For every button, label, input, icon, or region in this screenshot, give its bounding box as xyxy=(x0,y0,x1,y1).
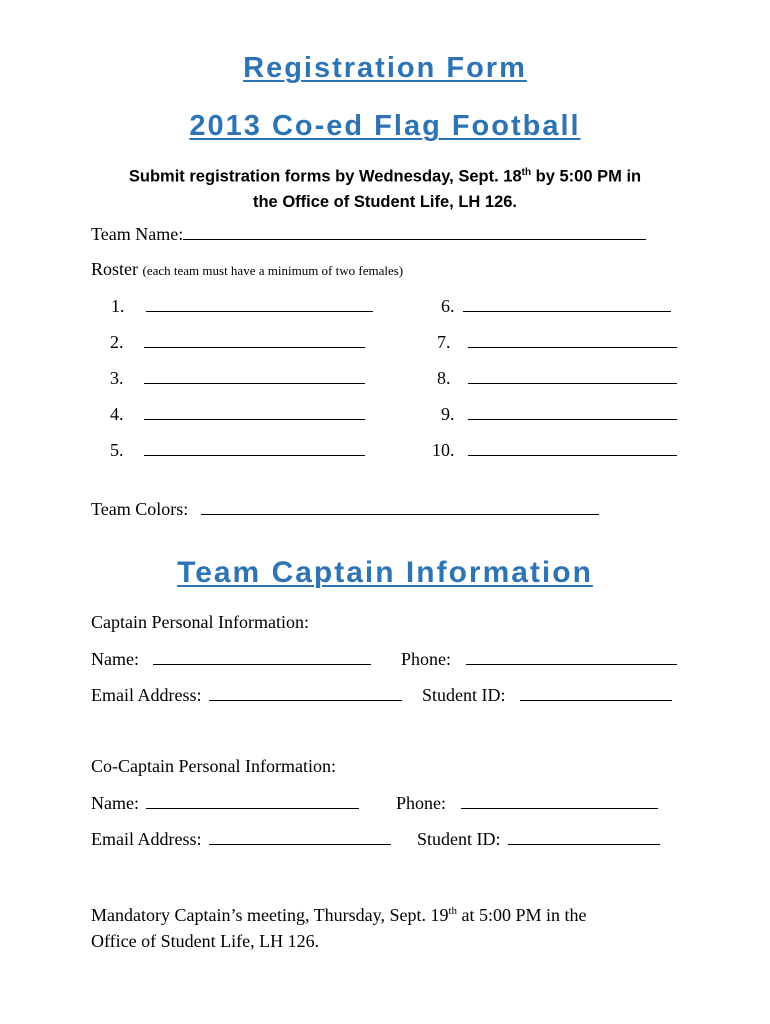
captain-email-row xyxy=(91,684,402,706)
roster-row-2 xyxy=(110,331,365,353)
captain-email-label: Email Address: xyxy=(91,685,202,705)
captain-phone-label: Phone: xyxy=(401,649,452,669)
roster-number: 5. xyxy=(110,440,124,460)
cocaptain-student-id-field[interactable] xyxy=(508,828,660,845)
roster-field-7[interactable] xyxy=(468,331,677,348)
form-title: Registration Form xyxy=(243,52,527,84)
captain-name-row xyxy=(91,648,371,670)
submit-sup: th xyxy=(521,167,532,178)
roster-label: Roster xyxy=(91,259,138,279)
roster-number: 10. xyxy=(432,440,455,460)
submit-text-3: the Office of Student Life, LH 126. xyxy=(252,192,518,211)
submit-instructions xyxy=(0,160,770,215)
captain-section-label: Captain Personal Information: xyxy=(91,612,309,632)
roster-number: 3. xyxy=(110,368,124,388)
captain-name-label: Name: xyxy=(91,649,139,669)
cocaptain-name-row xyxy=(91,792,359,814)
team-colors-row xyxy=(91,498,599,520)
team-name-label: Team Name: xyxy=(91,224,184,244)
roster-row-7 xyxy=(437,331,677,353)
meeting-text-1: Mandatory Captain’s meeting, Thursday, Sept. 19 xyxy=(91,905,449,925)
captain-phone-row xyxy=(401,648,677,670)
roster-number: 2. xyxy=(110,332,124,352)
captain-email-field[interactable] xyxy=(209,684,402,701)
cocaptain-name-label: Name: xyxy=(91,793,139,813)
meeting-sup: th xyxy=(448,905,458,917)
team-name-row xyxy=(91,223,646,245)
meeting-text-2: at 5:00 PM in the xyxy=(457,905,587,925)
roster-field-4[interactable] xyxy=(144,403,365,420)
cocaptain-email-row xyxy=(91,828,391,850)
captain-phone-field[interactable] xyxy=(466,648,677,665)
roster-number: 4. xyxy=(110,404,124,424)
meeting-text-3: Office of Student Life, LH 126. xyxy=(91,931,320,951)
cocaptain-student-id-label: Student ID: xyxy=(417,829,501,849)
captain-heading: Team Captain Information xyxy=(177,556,593,589)
captain-name-field[interactable] xyxy=(153,648,371,665)
cocaptain-phone-row xyxy=(396,792,658,814)
roster-number: 8. xyxy=(437,368,451,388)
cocaptain-email-field[interactable] xyxy=(209,828,391,845)
roster-number: 9. xyxy=(441,404,455,424)
roster-field-3[interactable] xyxy=(144,367,365,384)
meeting-note xyxy=(91,898,587,954)
cocaptain-phone-label: Phone: xyxy=(396,793,447,813)
team-name-field[interactable] xyxy=(183,223,646,240)
roster-number: 1. xyxy=(111,296,125,316)
cocaptain-section-label: Co-Captain Personal Information: xyxy=(91,756,336,776)
roster-row-1 xyxy=(111,295,373,317)
roster-note: (each team must have a minimum of two females) xyxy=(142,263,404,278)
roster-field-9[interactable] xyxy=(468,403,677,420)
submit-text-1: Submit registration forms by Wednesday, Sept. 18 xyxy=(128,167,522,186)
roster-field-2[interactable] xyxy=(144,331,365,348)
roster-row-3 xyxy=(110,367,365,389)
roster-field-8[interactable] xyxy=(468,367,677,384)
roster-field-10[interactable] xyxy=(468,439,677,456)
roster-row-4 xyxy=(110,403,365,425)
captain-student-id-label: Student ID: xyxy=(422,685,506,705)
cocaptain-student-id-row xyxy=(417,828,660,850)
roster-row-8 xyxy=(437,367,677,389)
roster-field-5[interactable] xyxy=(144,439,365,456)
form-subtitle: 2013 Co-ed Flag Football xyxy=(189,110,581,142)
cocaptain-email-label: Email Address: xyxy=(91,829,202,849)
submit-text-2: by 5:00 PM in xyxy=(531,167,642,186)
team-colors-label: Team Colors: xyxy=(91,499,189,519)
roster-row-9 xyxy=(441,403,677,425)
captain-student-id-row xyxy=(422,684,672,706)
cocaptain-name-field[interactable] xyxy=(146,792,359,809)
roster-row-5 xyxy=(110,439,365,461)
cocaptain-phone-field[interactable] xyxy=(461,792,658,809)
roster-field-1[interactable] xyxy=(146,295,373,312)
roster-number: 6. xyxy=(441,296,455,316)
roster-field-6[interactable] xyxy=(463,295,671,312)
roster-number: 7. xyxy=(437,332,451,352)
team-colors-field[interactable] xyxy=(201,498,599,515)
roster-row-10 xyxy=(432,439,677,461)
roster-row-6 xyxy=(441,295,671,317)
roster-heading xyxy=(91,259,403,280)
captain-student-id-field[interactable] xyxy=(520,684,672,701)
